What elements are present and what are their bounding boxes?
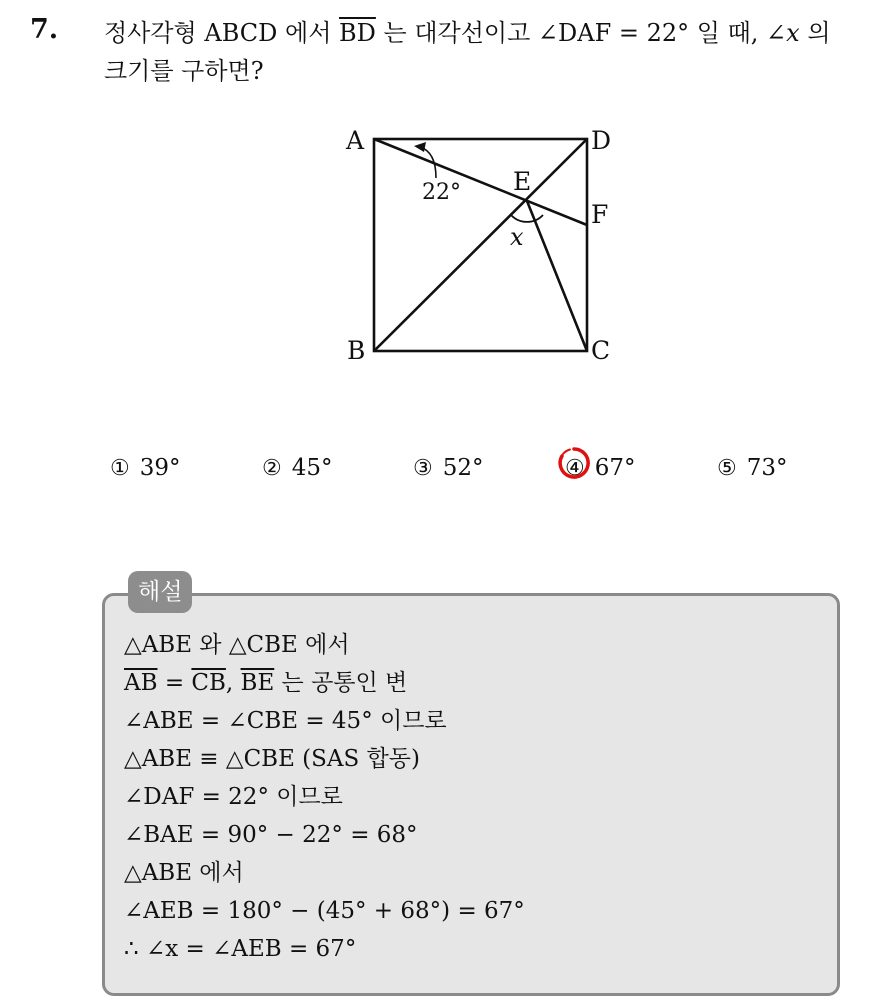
segment-be: $\overline{BE}$: [240, 670, 275, 696]
solution-tag: 해설: [128, 571, 192, 613]
choice-5[interactable]: [717, 455, 788, 481]
solution-line-7: △ABE 에서: [124, 860, 244, 886]
square-diagram: [0, 0, 884, 440]
choice-value: 52°: [442, 455, 484, 481]
solution-line-9: ∴ ∠x = ∠AEB = 67°: [124, 936, 357, 962]
vertex-label-f: F: [591, 200, 609, 229]
solution-line-1: △ABE 와 △CBE 에서: [124, 632, 350, 658]
choice-4[interactable]: [565, 455, 636, 481]
solution-line-3: ∠ABE = ∠CBE = 45° 이므로: [124, 708, 447, 734]
comma: ,: [225, 670, 241, 696]
angle-x-arc: [511, 215, 543, 222]
solution-text-part: 는 공통인 변: [274, 670, 408, 696]
choice-value: 67°: [594, 455, 636, 481]
question-text-part: 는 대각선이고 ∠DAF = 22° 일 때, ∠: [375, 19, 787, 47]
solution-text: [124, 626, 824, 968]
angle-22-label: 22°: [422, 180, 461, 205]
question-text-part: 의: [799, 19, 831, 47]
segment-ec: [527, 201, 587, 351]
solution-line-6: ∠BAE = 90° − 22° = 68°: [124, 822, 418, 848]
vertex-label-e: E: [513, 167, 532, 196]
equals-sign: =: [157, 670, 192, 696]
solution-line-8: ∠AEB = 180° − (45° + 68°) = 67°: [124, 898, 525, 924]
choice-marker: ⑤: [717, 456, 737, 481]
choice-marker: ①: [110, 456, 130, 481]
angle-22-arrow: [420, 147, 436, 178]
choice-2[interactable]: [262, 455, 333, 481]
choice-marker-text: ④: [565, 456, 585, 481]
choice-value: 73°: [746, 455, 788, 481]
solution-line-5: ∠DAF = 22° 이므로: [124, 784, 343, 810]
solution-line-4: △ABE ≡ △CBE (SAS 합동): [124, 746, 420, 772]
choice-marker: ②: [262, 456, 282, 481]
vertex-label-d: D: [591, 126, 612, 155]
answer-choices: [110, 455, 850, 495]
choice-1[interactable]: [110, 455, 181, 481]
choice-marker: [565, 456, 585, 481]
segment-ab: $\overline{AB}$: [124, 670, 158, 696]
question-line-2: 크기를 구하면?: [104, 57, 264, 85]
vertex-label-c: C: [591, 336, 611, 365]
vertex-label-a: A: [346, 126, 365, 155]
choice-value: 45°: [291, 455, 333, 481]
choice-value: 39°: [139, 455, 181, 481]
diagonal-bd: [374, 139, 587, 351]
angle-x-label: x: [510, 223, 524, 251]
variable-x: x: [786, 19, 800, 47]
segment-bd: $\overline{BD}$: [339, 19, 376, 47]
segment-af: [374, 139, 587, 225]
solution-line-2: [124, 664, 824, 702]
question-text-part: 정사각형 ABCD 에서: [104, 19, 340, 47]
segment-cb: $\overline{CB}$: [191, 670, 226, 696]
arrowhead: [414, 142, 426, 152]
choice-3[interactable]: [413, 455, 484, 481]
choice-marker: ③: [413, 456, 433, 481]
question-number: 7.: [30, 14, 59, 45]
answer-circle-icon: [557, 446, 591, 480]
vertex-label-b: B: [347, 336, 366, 365]
